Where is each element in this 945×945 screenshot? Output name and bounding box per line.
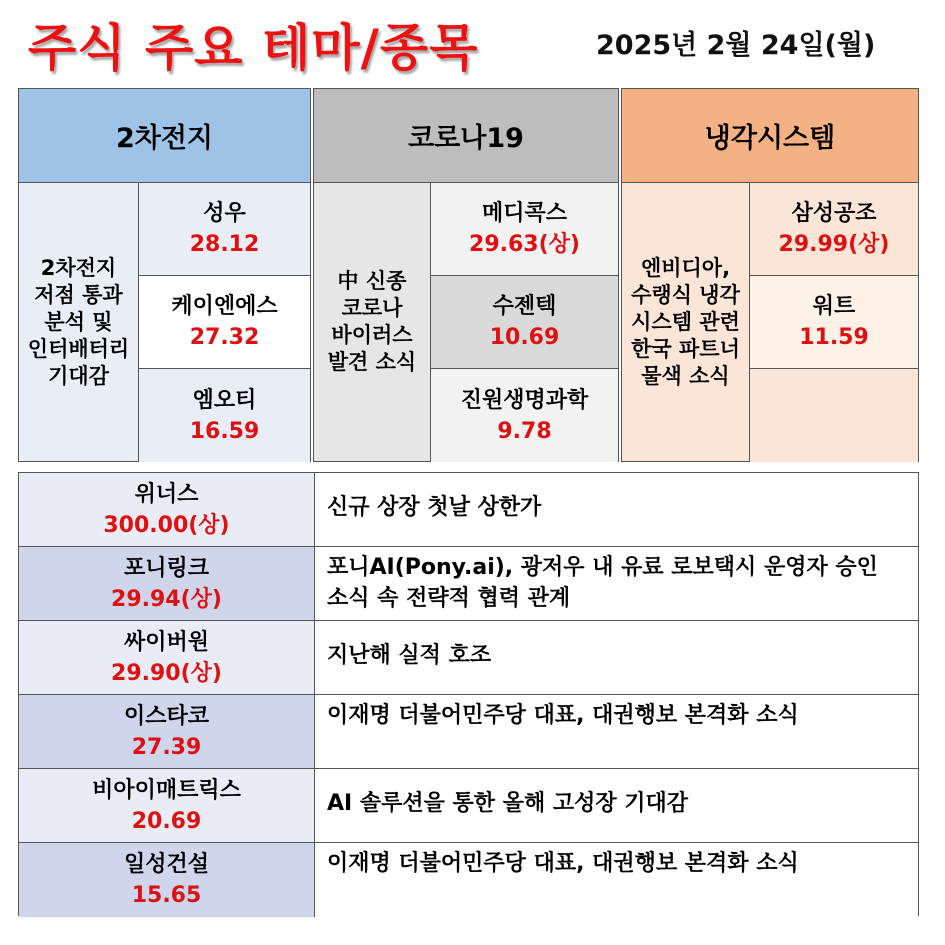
theme-stock-cell	[139, 183, 310, 276]
theme-stock-cell	[139, 369, 310, 462]
stock-name: 수젠텍	[492, 294, 557, 319]
stock-cell	[19, 547, 315, 620]
theme-description: 엔비디아, 수랭식 냉각 시스템 관련 한국 파트너 물색 소식	[622, 183, 750, 461]
table-row	[19, 547, 918, 621]
theme-stock-list	[431, 183, 618, 461]
table-row	[19, 621, 918, 695]
theme-panel-corona	[313, 88, 619, 462]
theme-title: 2차전지	[19, 89, 310, 183]
theme-stock-cell	[431, 183, 618, 276]
stock-name: 이스타코	[123, 703, 209, 729]
stock-cell	[19, 769, 315, 842]
table-row	[19, 769, 918, 843]
stock-name: 성우	[203, 201, 246, 226]
stock-name: 위너스	[134, 481, 199, 507]
theme-stock-cell-empty	[750, 369, 918, 462]
table-row	[19, 843, 918, 917]
stock-rate: 29.94(상)	[111, 586, 222, 612]
stock-news-table	[18, 472, 919, 916]
stock-rate: 11.59	[799, 325, 869, 350]
stock-news: 이재명 더불어민주당 대표, 대권행보 본격화 소식	[315, 695, 918, 768]
theme-panel-cooling	[621, 88, 919, 462]
stock-name: 메디콕스	[481, 201, 567, 226]
theme-stock-cell	[750, 276, 918, 369]
stock-name: 포니링크	[123, 555, 209, 581]
table-row	[19, 473, 918, 547]
theme-description: 2차전지 저점 통과 분석 및 인터배터리 기대감	[19, 183, 139, 461]
stock-name: 일성건설	[123, 852, 209, 877]
stock-name: 비아이매트릭스	[92, 777, 241, 803]
stock-rate: 29.90(상)	[111, 660, 222, 686]
theme-stock-cell	[750, 183, 918, 276]
stock-news: AI 솔루션을 통한 올해 고성장 기대감	[315, 769, 918, 842]
stock-news: 포니AI(Pony.ai), 광저우 내 유료 로보택시 운영자 승인 소식 속 전략적 협력 관계	[315, 547, 918, 620]
stock-name: 엠오티	[192, 387, 257, 413]
theme-stock-list	[750, 183, 918, 461]
stock-rate: 29.99(상)	[778, 232, 890, 257]
stock-news: 지난해 실적 호조	[315, 621, 918, 694]
stock-rate: 300.00(상)	[103, 512, 230, 538]
page-title: 주식 주요 테마/종목	[28, 19, 479, 77]
stock-name: 싸이버원	[123, 629, 209, 655]
stock-rate: 16.59	[189, 418, 260, 444]
stock-rate: 27.39	[131, 734, 202, 760]
report-date: 2025년 2월 24일(월)	[596, 30, 876, 61]
theme-description: 中 신종 코로나 바이러스 발견 소식	[314, 183, 431, 461]
stock-cell	[19, 473, 315, 546]
theme-title: 냉각시스템	[622, 89, 918, 183]
theme-stock-cell	[431, 369, 618, 462]
stock-name: 진원생명과학	[460, 387, 589, 413]
theme-panel-battery	[18, 88, 311, 462]
stock-rate: 9.78	[497, 418, 552, 444]
stock-rate: 15.65	[131, 883, 202, 908]
stock-rate: 10.69	[489, 325, 560, 350]
stock-name: 워트	[812, 294, 856, 319]
stock-name: 삼성공조	[791, 201, 877, 226]
stock-rate: 27.32	[189, 325, 260, 350]
stock-cell	[19, 621, 315, 694]
theme-stock-cell	[139, 276, 310, 369]
stock-name: 케이엔에스	[171, 294, 278, 319]
stock-rate: 20.69	[131, 808, 202, 834]
theme-stock-cell	[431, 276, 618, 369]
stock-cell	[19, 695, 315, 768]
stock-news: 신규 상장 첫날 상한가	[315, 473, 918, 546]
theme-stock-list	[139, 183, 310, 461]
stock-rate: 28.12	[189, 232, 260, 257]
stock-cell	[19, 843, 315, 917]
table-row	[19, 695, 918, 769]
theme-title: 코로나19	[314, 89, 618, 183]
stock-rate: 29.63(상)	[469, 232, 580, 257]
stock-news: 이재명 더불어민주당 대표, 대권행보 본격화 소식	[315, 843, 918, 917]
